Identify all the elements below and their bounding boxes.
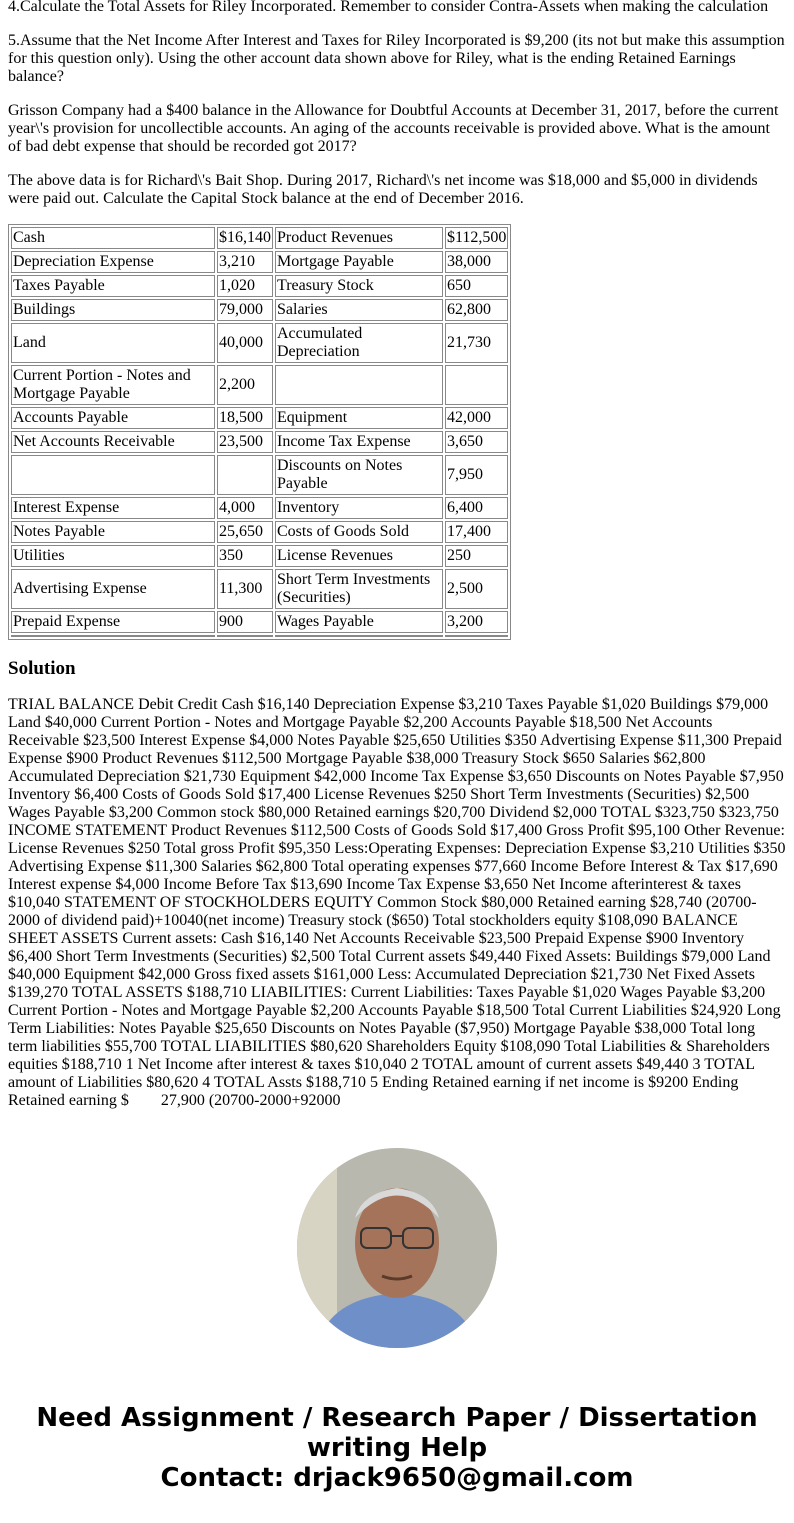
account-amount-cell: 2,200 (217, 365, 273, 405)
account-name-cell (11, 455, 215, 495)
account-name-cell: Wages Payable (275, 611, 443, 633)
account-name-cell: Taxes Payable (11, 275, 215, 297)
account-name-cell: License Revenues (275, 545, 443, 567)
account-amount-cell: $112,500 (445, 227, 508, 249)
account-name-cell: Land (11, 323, 215, 363)
account-amount-cell: 250 (445, 545, 508, 567)
table-row (11, 635, 508, 637)
account-name-cell: Product Revenues (275, 227, 443, 249)
account-amount-cell: $16,140 (217, 227, 273, 249)
table-row (11, 227, 508, 249)
account-amount-cell: 23,500 (217, 431, 273, 453)
account-name-cell: Inventory (275, 497, 443, 519)
account-name-cell: Notes Payable (11, 521, 215, 543)
account-amount-cell: 1,020 (217, 275, 273, 297)
account-amount-cell: 25,650 (217, 521, 273, 543)
table-row (11, 569, 508, 609)
account-name-cell: Prepaid Expense (11, 611, 215, 633)
table-row (11, 497, 508, 519)
table-row (11, 275, 508, 297)
account-name-cell: Mortgage Payable (275, 251, 443, 273)
account-amount-cell: 79,000 (217, 299, 273, 321)
account-amount-cell: 4,000 (217, 497, 273, 519)
solution-text: TRIAL BALANCE Debit Credit Cash $16,140 Depreciation Expense $3,210 Taxes Payable $1,020 Buildings $79,000 Land $40,000 Current Portion - Notes and Mortgage Payable $2,200 Accounts Payable $18,500 Net Accounts Receivable $23,500 Interest Expense $4,000 Notes Payable $25,650 Utilities $350 Advertising Expense $11,300 Prepaid Expense $900 Product Revenues $112,500 Mortgage Payable $38,000 Treasury Stock $650 Salaries $62,800 Accumulated Depreciation $21,730 Equipment $42,000 Income Tax Expense $3,650 Discounts on Notes Payable $7,950 Inventory $6,400 Costs of Goods Sold $17,400 License Revenues $250 Short Term Investments (Securities) $2,500 Wages Payable $3,200 Common stock $80,000 Retained earnings $20,700 Dividend $2,000 TOTAL $323,750 $323,750 INCOME STATEMENT Product Revenues $112,500 Costs of Goods Sold $17,400 Gross Profit $95,100 Other Revenue: License Revenues $250 Total gross Profit $95,350 Less:Operating Expenses: Depreciation Expense $3,210 Utilities $350 Advertising Expense $11,300 Salaries $62,800 Total operating expenses $77,660 Income Before Interest & Tax $17,690 Interest expense $4,000 Income Before Tax $13,690 Income Tax Expense $3,650 Net Income afterinterest & taxes $10,040 STATEMENT OF STOCKHOLDERS EQUITY Common Stock $80,000 Retained earning $28,740 (20700-2000 of dividend paid)+10040(net income) Treasury stock ($650) Total stockholders equity $108,090 BALANCE SHEET ASSETS Current assets: Cash $16,140 Net Accounts Receivable $23,500 Prepaid Expense $900 Inventory $6,400 Short Term Investments (Securities) $2,500 Total Current assets $49,440 Fixed Assets: Buildings $79,000 Land $40,000 Equipment $42,000 Gross fixed assets $161,000 Less: Accumulated Depreciation $21,730 Net Fixed Assets $139,270 TOTAL ASSETS $188,710 LIABILITIES: Current Liabilities: Taxes Payable $1,020 Wages Payable $3,200 Current Portion - Notes and Mortgage Payable $2,200 Accounts Payable $18,500 Total Current Liabilities $24,920 Long Term Liabilities: Notes Payable $25,650 Discounts on Notes Payable ($7,950) Mortgage Payable $38,000 Total long term liabilities $55,700 TOTAL LIABILITIES $80,620 Shareholders Equity $108,090 Total Liabilities & Shareholders equities $188,710 1 Net Income after interest & taxes $10,040 2 TOTAL amount of current assets $49,440 3 TOTAL amount of Liabilities $80,620 4 TOTAL Assts $188,710 5 Ending Retained earning if net income is $9200 Ending Retained earning $ 27,900 (20700-2000+92000 (8, 696, 789, 1109)
account-name-cell: Treasury Stock (275, 275, 443, 297)
table-row (11, 365, 508, 405)
table-row (11, 407, 508, 429)
account-name-cell: Cash (11, 227, 215, 249)
question-5: 5.Assume that the Net Income After Interest and Taxes for Riley Incorporated is $9,200 (its not but make this assumption for this question only). Using the other account data shown above for Riley, what is the ending Retained Earnings balance? (8, 32, 785, 85)
account-amount-cell: 11,300 (217, 569, 273, 609)
account-name-cell: Costs of Goods Sold (275, 521, 443, 543)
account-name-cell: Interest Expense (11, 497, 215, 519)
account-amount-cell: 40,000 (217, 323, 273, 363)
account-name-cell: Net Accounts Receivable (11, 431, 215, 453)
account-name-cell: Discounts on Notes Payable (275, 455, 443, 495)
account-amount-cell: 62,800 (445, 299, 508, 321)
account-amount-cell (445, 635, 508, 637)
account-amount-cell: 21,730 (445, 323, 508, 363)
table-row (11, 545, 508, 567)
account-amount-cell (217, 455, 273, 495)
account-amount-cell: 350 (217, 545, 273, 567)
table-row (11, 521, 508, 543)
question-richard: The above data is for Richard\'s Bait Shop. During 2017, Richard\'s net income was $18,000 and $5,000 in dividends were paid out. Calculate the Capital Stock balance at the end of December 2016. (8, 172, 758, 207)
table-row (11, 323, 508, 363)
account-name-cell: Utilities (11, 545, 215, 567)
account-name-cell (275, 635, 443, 637)
footer-help-text: Need Assignment / Research Paper / Dissertation writing Help (36, 1403, 758, 1463)
account-amount-cell: 3,200 (445, 611, 508, 633)
account-amount-cell: 6,400 (445, 497, 508, 519)
account-amount-cell: 7,950 (445, 455, 508, 495)
table-row (11, 611, 508, 633)
account-name-cell: Advertising Expense (11, 569, 215, 609)
account-name-cell (11, 635, 215, 637)
account-name-cell: Depreciation Expense (11, 251, 215, 273)
account-name-cell: Short Term Investments (Securities) (275, 569, 443, 609)
account-name-cell: Accounts Payable (11, 407, 215, 429)
table-row (11, 299, 508, 321)
solution-heading: Solution (8, 658, 76, 679)
account-amount-cell: 18,500 (217, 407, 273, 429)
account-amount-cell: 650 (445, 275, 508, 297)
footer-contact: Contact: drjack9650@gmail.com (160, 1463, 634, 1493)
question-4: 4.Calculate the Total Assets for Riley Incorporated. Remember to consider Contra-Assets when making the calculation (8, 0, 769, 15)
account-amount-cell: 42,000 (445, 407, 508, 429)
table-row (11, 431, 508, 453)
account-amount-cell: 900 (217, 611, 273, 633)
question-grisson: Grisson Company had a $400 balance in the Allowance for Doubtful Accounts at December 31, 2017, before the current year\'s provision for uncollectible accounts. An aging of the accounts receivable is provided above. What is the amount of bad debt expense that should be recorded got 2017? (8, 102, 779, 155)
account-name-cell: Buildings (11, 299, 215, 321)
account-name-cell: Income Tax Expense (275, 431, 443, 453)
table-row (11, 455, 508, 495)
account-amount-cell: 2,500 (445, 569, 508, 609)
account-name-cell: Current Portion - Notes and Mortgage Payable (11, 365, 215, 405)
account-amount-cell: 17,400 (445, 521, 508, 543)
account-amount-cell (445, 365, 508, 405)
account-amount-cell: 3,650 (445, 431, 508, 453)
account-amount-cell: 3,210 (217, 251, 273, 273)
account-name-cell: Salaries (275, 299, 443, 321)
account-table (8, 224, 511, 640)
account-name-cell (275, 365, 443, 405)
account-amount-cell (217, 635, 273, 637)
author-avatar (297, 1148, 497, 1348)
table-row (11, 251, 508, 273)
account-name-cell: Accumulated Depreciation (275, 323, 443, 363)
account-name-cell: Equipment (275, 407, 443, 429)
account-amount-cell: 38,000 (445, 251, 508, 273)
footer-banner (8, 1403, 786, 1493)
